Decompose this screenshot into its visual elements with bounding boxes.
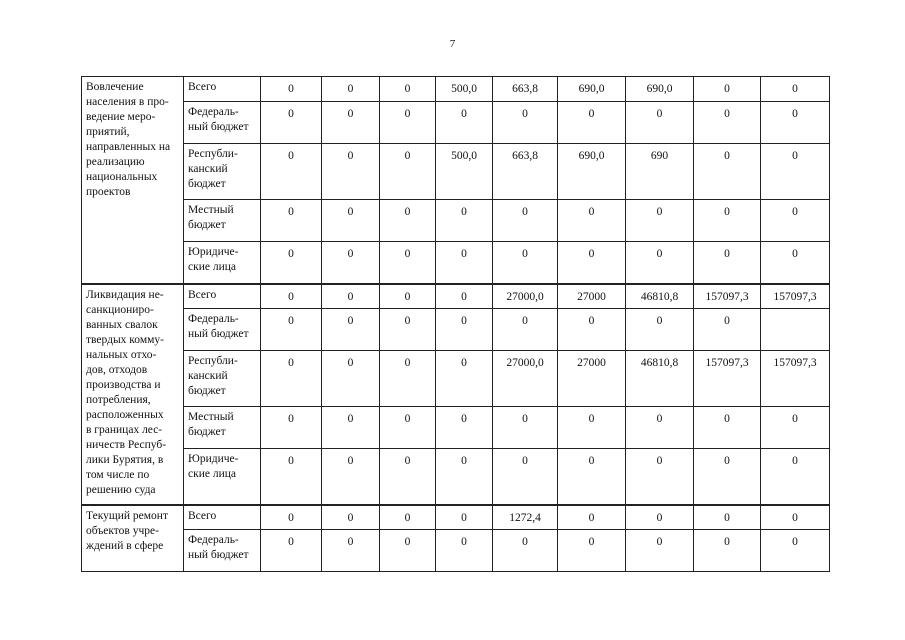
- activity-name-line: Ликвидация не-: [86, 288, 164, 301]
- value-cell: 0: [558, 242, 626, 284]
- funding-source-cell: [184, 407, 261, 449]
- value-cell: 0: [761, 200, 830, 242]
- funding-source-cell: [184, 505, 261, 530]
- funding-source-cell: [184, 351, 261, 407]
- value-cell: 0: [380, 351, 436, 407]
- funding-source-line: бюджет: [188, 426, 226, 438]
- value-cell: 0: [761, 144, 830, 200]
- value-cell: 0: [558, 407, 626, 449]
- funding-source-line: Всего: [188, 81, 217, 93]
- value-cell: 0: [626, 505, 694, 530]
- value-cell: 0: [436, 309, 493, 351]
- value-cell: 0: [380, 284, 436, 309]
- activity-name-line: твердых комму-: [86, 333, 164, 346]
- value-cell: 0: [558, 309, 626, 351]
- activity-name-line: ждений в сфере: [86, 539, 164, 552]
- value-cell: 0: [436, 102, 493, 144]
- activity-name-line: нальных отхо-: [86, 348, 157, 361]
- value-cell: 690,0: [626, 77, 694, 102]
- value-cell: 0: [261, 505, 322, 530]
- value-cell: 0: [626, 530, 694, 572]
- value-cell: 27000: [558, 351, 626, 407]
- value-cell: 0: [694, 77, 761, 102]
- value-cell: 0: [261, 284, 322, 309]
- funding-source-line: ские лица: [188, 468, 236, 480]
- value-cell: 0: [380, 530, 436, 572]
- value-cell: 0: [761, 77, 830, 102]
- table-row: [82, 309, 830, 351]
- funding-source-cell: [184, 309, 261, 351]
- funding-table: [81, 76, 830, 572]
- activity-name-line: национальных: [86, 171, 158, 183]
- value-cell: 1272,4: [493, 505, 558, 530]
- funding-source-line: Всего: [188, 509, 217, 522]
- value-cell: 0: [322, 530, 380, 572]
- funding-source-cell: [184, 284, 261, 309]
- table-row: [82, 284, 830, 309]
- funding-source-line: ный бюджет: [188, 549, 249, 561]
- funding-source-line: ный бюджет: [188, 121, 249, 133]
- funding-source-line: Федераль-: [188, 106, 239, 118]
- value-cell: 0: [380, 144, 436, 200]
- funding-source-line: Федераль-: [188, 313, 239, 325]
- table-row: [82, 102, 830, 144]
- value-cell: 157097,3: [694, 284, 761, 309]
- value-cell: 0: [493, 242, 558, 284]
- activity-name-line: реализацию: [86, 156, 145, 168]
- funding-source-line: бюджет: [188, 178, 226, 190]
- funding-source-line: Федераль-: [188, 534, 239, 546]
- activity-name-line: лики Бурятия, в: [86, 453, 164, 466]
- value-cell: 0: [261, 77, 322, 102]
- value-cell: 0: [322, 309, 380, 351]
- value-cell: 0: [261, 144, 322, 200]
- value-cell: 0: [761, 407, 830, 449]
- value-cell: 0: [761, 242, 830, 284]
- value-cell: 0: [436, 530, 493, 572]
- value-cell: 0: [761, 102, 830, 144]
- funding-source-line: ские лица: [188, 261, 236, 273]
- value-cell: 0: [261, 530, 322, 572]
- table-row: [82, 242, 830, 284]
- value-cell: 27000: [558, 284, 626, 309]
- activity-name-line: Текущий ремонт: [86, 509, 168, 522]
- value-cell: 0: [322, 242, 380, 284]
- value-cell: 0: [436, 407, 493, 449]
- value-cell: 0: [493, 449, 558, 505]
- value-cell: 0: [558, 449, 626, 505]
- funding-source-line: ный бюджет: [188, 328, 249, 340]
- value-cell: 0: [322, 284, 380, 309]
- value-cell: 0: [380, 309, 436, 351]
- value-cell: [761, 309, 830, 351]
- activity-name-line: расположенных: [86, 408, 164, 421]
- value-cell: 0: [322, 407, 380, 449]
- value-cell: 27000,0: [493, 351, 558, 407]
- funding-source-cell: [184, 449, 261, 505]
- value-cell: 0: [261, 309, 322, 351]
- value-cell: 0: [493, 530, 558, 572]
- activity-name-line: Вовлечение: [86, 81, 144, 93]
- value-cell: 157097,3: [694, 351, 761, 407]
- activity-name-line: дов, отходов: [86, 363, 148, 376]
- funding-source-cell: [184, 530, 261, 572]
- funding-source-cell: [184, 77, 261, 102]
- activity-name-line: ванных свалок: [86, 318, 158, 331]
- funding-source-line: Юридиче-: [188, 453, 239, 465]
- value-cell: 0: [558, 200, 626, 242]
- activity-name-line: санкциониро-: [86, 303, 154, 316]
- value-cell: 0: [322, 351, 380, 407]
- activity-name-cell: [82, 505, 184, 572]
- table-body: [82, 77, 830, 572]
- funding-source-line: Республи-: [188, 148, 238, 160]
- value-cell: 0: [626, 102, 694, 144]
- activity-name-line: том числе по: [86, 468, 150, 481]
- funding-source-line: Местный: [188, 411, 234, 423]
- value-cell: 0: [322, 505, 380, 530]
- value-cell: 0: [558, 505, 626, 530]
- value-cell: 0: [436, 200, 493, 242]
- funding-source-line: канский: [188, 370, 228, 382]
- value-cell: 0: [380, 505, 436, 530]
- value-cell: 0: [380, 242, 436, 284]
- value-cell: 0: [761, 530, 830, 572]
- value-cell: 0: [436, 284, 493, 309]
- value-cell: 46810,8: [626, 351, 694, 407]
- value-cell: 157097,3: [761, 284, 830, 309]
- value-cell: 663,8: [493, 77, 558, 102]
- value-cell: 0: [436, 242, 493, 284]
- activity-name-line: приятий,: [86, 126, 130, 138]
- activity-name-line: направленных на: [86, 141, 171, 153]
- table-row: [82, 530, 830, 572]
- value-cell: 0: [493, 309, 558, 351]
- value-cell: 157097,3: [761, 351, 830, 407]
- value-cell: 0: [261, 102, 322, 144]
- table-row: [82, 77, 830, 102]
- value-cell: 0: [558, 102, 626, 144]
- table-row: [82, 351, 830, 407]
- activity-name-line: проектов: [86, 186, 131, 198]
- value-cell: 0: [322, 102, 380, 144]
- activity-name-cell: [82, 77, 184, 284]
- value-cell: 0: [694, 505, 761, 530]
- value-cell: 0: [694, 449, 761, 505]
- funding-source-line: бюджет: [188, 219, 226, 231]
- activity-name-line: потребления,: [86, 393, 151, 406]
- value-cell: 690,0: [558, 144, 626, 200]
- value-cell: 0: [261, 242, 322, 284]
- value-cell: 690: [626, 144, 694, 200]
- value-cell: 690,0: [558, 77, 626, 102]
- page-number: 7: [449, 38, 456, 50]
- activity-name-line: объектов учре-: [86, 524, 159, 537]
- value-cell: 663,8: [493, 144, 558, 200]
- value-cell: 500,0: [436, 144, 493, 200]
- activity-name-line: населения в про-: [86, 96, 169, 108]
- value-cell: 500,0: [436, 77, 493, 102]
- value-cell: 0: [261, 407, 322, 449]
- funding-source-line: Всего: [188, 288, 217, 301]
- activity-name-line: решению суда: [86, 483, 156, 496]
- value-cell: 0: [436, 449, 493, 505]
- table-row: [82, 407, 830, 449]
- funding-source-line: Юридиче-: [188, 246, 239, 258]
- value-cell: 46810,8: [626, 284, 694, 309]
- value-cell: 0: [694, 309, 761, 351]
- activity-name-line: производства и: [86, 378, 161, 391]
- value-cell: 0: [380, 407, 436, 449]
- funding-source-line: Местный: [188, 204, 234, 216]
- value-cell: 0: [558, 530, 626, 572]
- table-row: [82, 505, 830, 530]
- value-cell: 27000,0: [493, 284, 558, 309]
- value-cell: 0: [322, 144, 380, 200]
- activity-name-line: ничеств Респуб-: [86, 438, 167, 451]
- value-cell: 0: [322, 200, 380, 242]
- value-cell: 0: [694, 200, 761, 242]
- value-cell: 0: [261, 200, 322, 242]
- value-cell: 0: [761, 505, 830, 530]
- funding-source-line: канский: [188, 163, 228, 175]
- value-cell: 0: [694, 144, 761, 200]
- table-row: [82, 449, 830, 505]
- funding-source-cell: [184, 200, 261, 242]
- value-cell: 0: [493, 102, 558, 144]
- activity-name-line: в границах лес-: [86, 423, 163, 436]
- funding-source-cell: [184, 144, 261, 200]
- funding-source-cell: [184, 242, 261, 284]
- value-cell: 0: [626, 242, 694, 284]
- value-cell: 0: [626, 407, 694, 449]
- value-cell: 0: [380, 102, 436, 144]
- value-cell: 0: [761, 449, 830, 505]
- funding-source-line: бюджет: [188, 385, 226, 397]
- value-cell: 0: [493, 200, 558, 242]
- value-cell: 0: [261, 449, 322, 505]
- value-cell: 0: [626, 309, 694, 351]
- value-cell: 0: [626, 449, 694, 505]
- value-cell: 0: [436, 505, 493, 530]
- value-cell: 0: [380, 449, 436, 505]
- value-cell: 0: [436, 351, 493, 407]
- funding-source-line: Республи-: [188, 355, 238, 367]
- value-cell: 0: [626, 200, 694, 242]
- activity-name-cell: [82, 284, 184, 505]
- funding-source-cell: [184, 102, 261, 144]
- table-row: [82, 200, 830, 242]
- activity-name-line: ведение меро-: [86, 111, 156, 123]
- value-cell: 0: [322, 449, 380, 505]
- value-cell: 0: [694, 407, 761, 449]
- value-cell: 0: [322, 77, 380, 102]
- value-cell: 0: [493, 407, 558, 449]
- table-row: [82, 144, 830, 200]
- value-cell: 0: [694, 530, 761, 572]
- value-cell: 0: [380, 77, 436, 102]
- value-cell: 0: [261, 351, 322, 407]
- value-cell: 0: [694, 102, 761, 144]
- value-cell: 0: [694, 242, 761, 284]
- value-cell: 0: [380, 200, 436, 242]
